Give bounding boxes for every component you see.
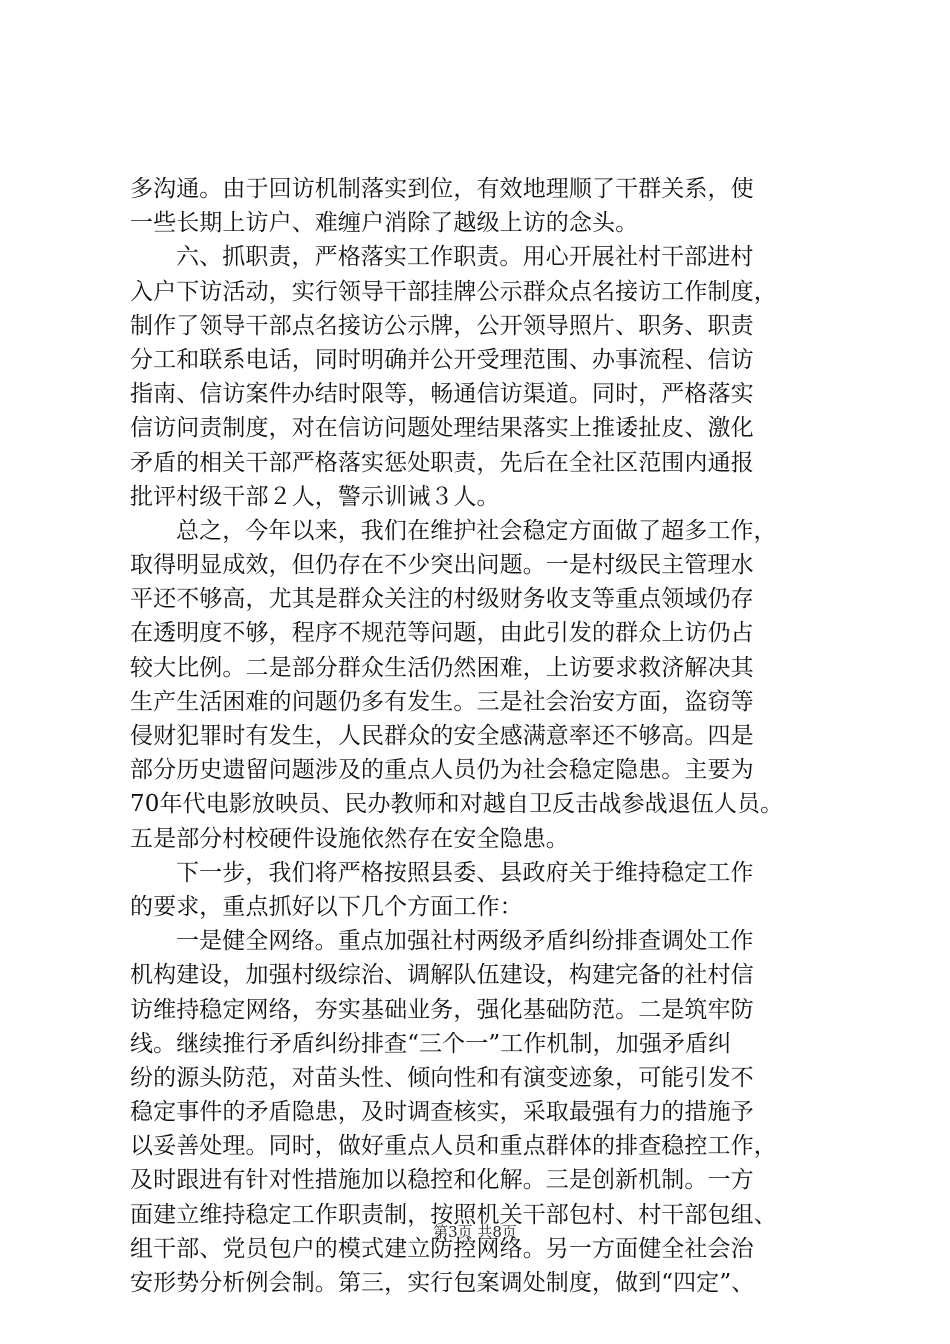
text-line: 矛盾的相关干部严格落实惩处职责，先后在全社区范围内通报 bbox=[130, 449, 754, 476]
text-line: 在透明度不够，程序不规范等问题，由此引发的群众上访仍占 bbox=[130, 620, 754, 647]
text-line: 线。继续推行矛盾纠纷排查“三个一”工作机制，加强矛盾纠 bbox=[130, 1030, 732, 1057]
text-line: 纷的源头防范，对苗头性、倾向性和有演变迹象，可能引发不 bbox=[130, 1064, 754, 1091]
text-line: 总之，今年以来，我们在维护社会稳定方面做了超多工作， bbox=[176, 517, 777, 544]
text-line: 一是健全网络。重点加强社村两级矛盾纠纷排查调处工作 bbox=[176, 928, 754, 955]
text-line: 的要求，重点抓好以下几个方面工作： bbox=[130, 893, 523, 920]
text-line: 批评村级干部２人，警示训诫３人。 bbox=[130, 483, 500, 510]
text-line: 五是部分村校硬件设施依然存在安全隐患。 bbox=[130, 825, 569, 852]
text-line: 分工和联系电话，同时明确并公开受理范围、办事流程、信访 bbox=[130, 346, 754, 373]
text-line: 指南、信访案件办结时限等，畅通信访渠道。同时，严格落实 bbox=[130, 381, 754, 408]
text-line: 下一步，我们将严格按照县委、县政府关于维持稳定工作 bbox=[176, 859, 754, 886]
text-line: 侵财犯罪时有发生，人民群众的安全感满意率还不够高。四是 bbox=[130, 723, 754, 749]
text-line: 稳定事件的矛盾隐患，及时调查核实，采取最强有力的措施予 bbox=[130, 1099, 754, 1126]
text-line: 70年代电影放映员、民办教师和对越自卫反击战参战退伍人员。 bbox=[130, 791, 784, 818]
text-line: 多沟通。由于回访机制落实到位，有效地理顺了干群关系，使 bbox=[130, 176, 754, 202]
text-line: 安形势分析例会制。第三，实行包案调处制度，做到“四定”、 bbox=[130, 1270, 755, 1296]
text-line: 及时跟进有针对性措施加以稳控和化解。三是创新机制。一方 bbox=[130, 1167, 754, 1194]
text-line: 入户下访活动，实行领导干部挂牌公示群众点名接访工作制度， bbox=[130, 278, 777, 305]
text-line: 组干部、党员包户的模式建立防控网络。另一方面健全社会治 bbox=[130, 1235, 754, 1262]
text-line: 信访问责制度，对在信访问题处理结果落实上推诿扯皮、激化 bbox=[130, 415, 754, 442]
text-line: 生产生活困难的问题仍多有发生。三是社会治安方面，盗窃等 bbox=[130, 688, 754, 715]
text-line: 平还不够高，尤其是群众关注的村级财务收支等重点领域仍存 bbox=[130, 586, 754, 613]
text-line: 面建立维持稳定工作职责制，按照机关干部包村、村干部包组、 bbox=[130, 1201, 777, 1228]
text-line: 较大比例。二是部分群众生活仍然困难，上访要求救济解决其 bbox=[130, 654, 754, 681]
text-line: 部分历史遗留问题涉及的重点人员仍为社会稳定隐患。主要为 bbox=[130, 757, 754, 784]
page-footer bbox=[0, 1222, 950, 1242]
text-line: 以妥善处理。同时，做好重点人员和重点群体的排查稳控工作， bbox=[130, 1133, 777, 1160]
text-line: 访维持稳定网络，夯实基础业务，强化基础防范。二是筑牢防 bbox=[130, 996, 754, 1023]
text-line: 一些长期上访户、难缠户消除了越级上访的念头。 bbox=[130, 210, 639, 237]
text-line: 取得明显成效，但仍存在不少突出问题。一是村级民主管理水 bbox=[130, 552, 754, 579]
text-line: 机构建设，加强村级综治、调解队伍建设，构建完备的社村信 bbox=[130, 962, 754, 989]
page-number-label: 第3页 共8页 bbox=[433, 1223, 517, 1241]
text-line: 制作了领导干部点名接访公示牌，公开领导照片、职务、职责 bbox=[130, 312, 754, 339]
document-body bbox=[130, 172, 820, 1300]
text-line: 六、抓职责，严格落实工作职责。用心开展社村干部进村 bbox=[176, 244, 754, 271]
